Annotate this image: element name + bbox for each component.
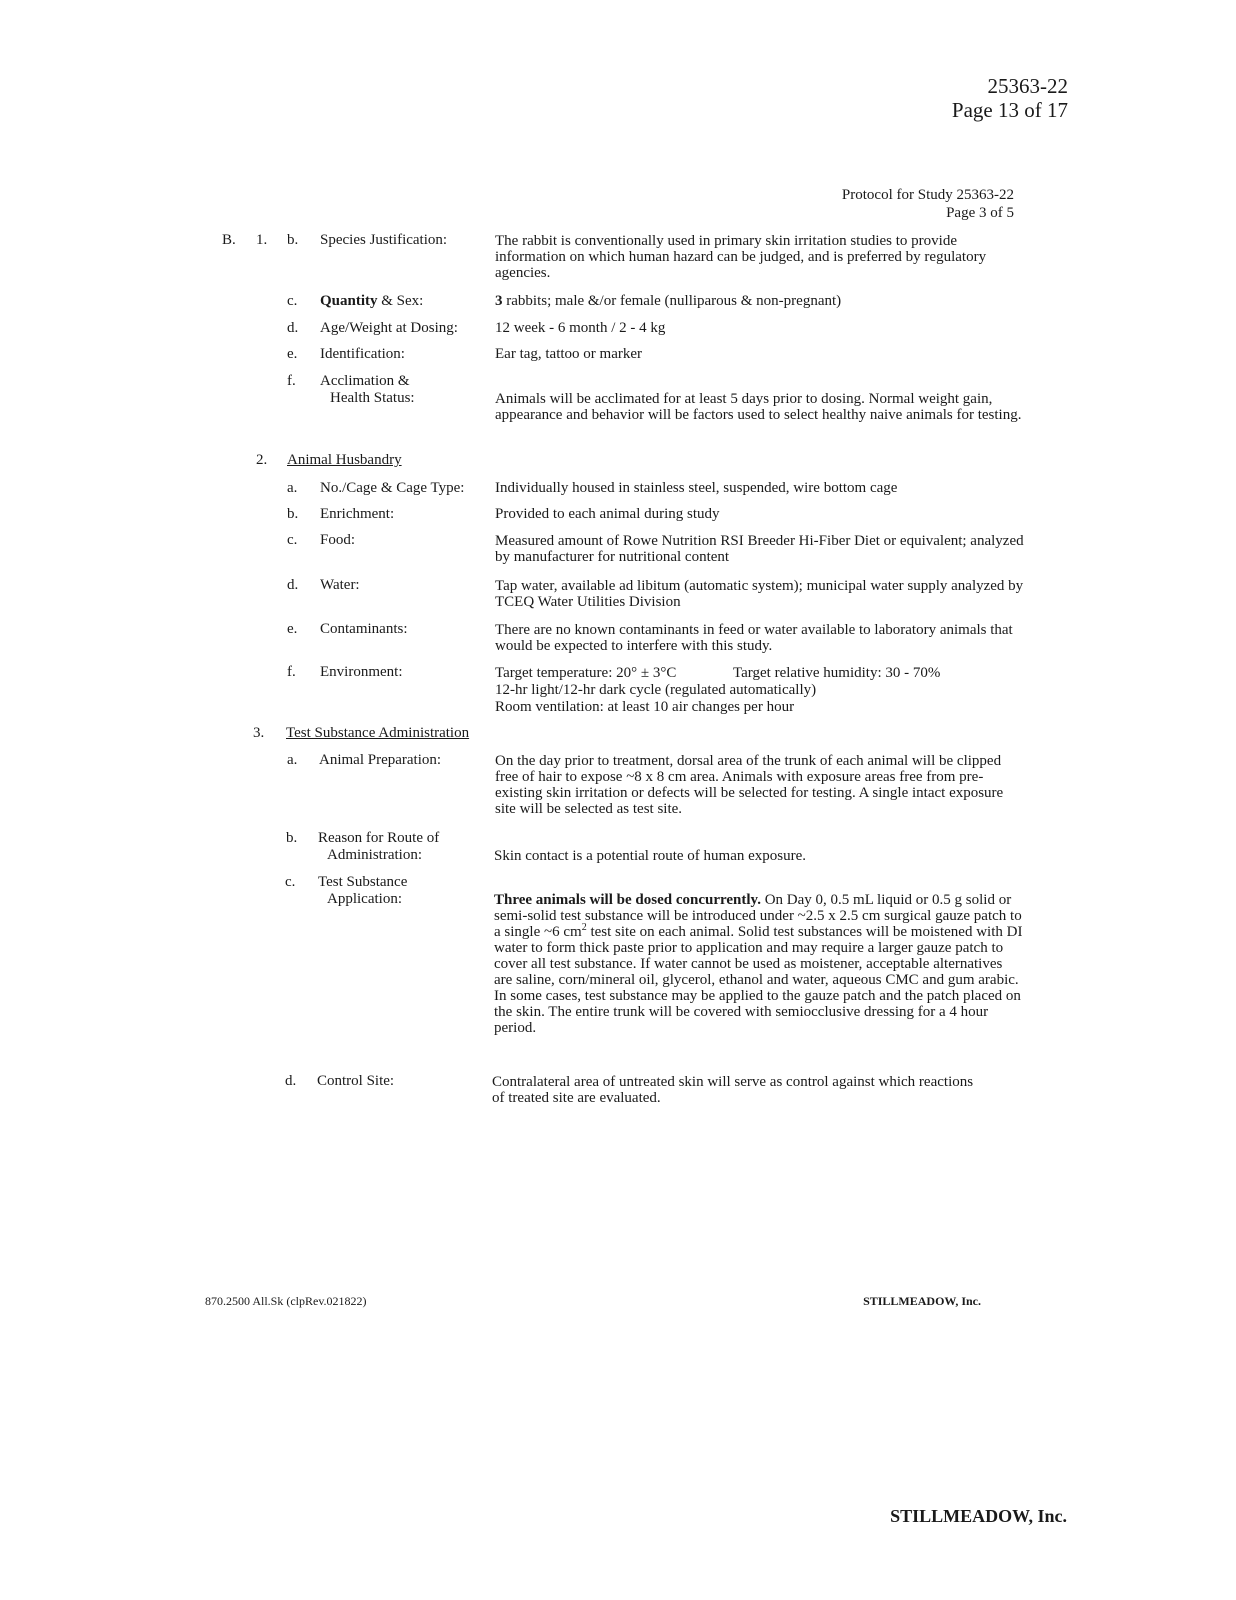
animal-husbandry-heading: Animal Husbandry <box>287 452 402 468</box>
item-letter: d. <box>285 1073 297 1089</box>
quantity-text-rest: rabbits; male &/or female (nulliparous & non-pregnant) <box>502 293 842 309</box>
age-weight-label: Age/Weight at Dosing: <box>320 320 458 336</box>
item-letter: b. <box>287 232 299 248</box>
enrichment-text: Provided to each animal during study <box>495 506 720 522</box>
quantity-label-bold: Quantity <box>320 293 378 309</box>
protocol-page: Page 3 of 5 <box>946 205 1014 221</box>
application-text <box>494 892 1024 1036</box>
section-b-label: B. <box>222 232 236 248</box>
control-site-text: Contralateral area of untreated skin will serve as control against which reactions of treated site are evaluated. <box>492 1074 974 1106</box>
test-substance-administration-heading: Test Substance Administration <box>286 725 470 741</box>
application-label-line2: Application: <box>327 891 402 907</box>
footer-company: STILLMEADOW, Inc. <box>863 1294 981 1308</box>
environment-ventilation: Room ventilation: at least 10 air changes per hour <box>495 699 795 715</box>
acclimation-label-line1: Acclimation & <box>320 373 410 389</box>
control-site-label: Control Site: <box>317 1073 395 1089</box>
protocol-title: Protocol for Study 25363-22 <box>841 187 1014 203</box>
acclimation-text: Animals will be acclimated for at least 5 days prior to dosing. Normal weight gain, appearance and behavior will be factors used to select healthy naive animals for testing. <box>495 391 1022 423</box>
superscript: 2 <box>581 922 587 933</box>
route-label-line1: Reason for Route of <box>318 830 440 846</box>
item-letter: e. <box>287 346 298 362</box>
application-text-part-b: test site on each animal. Solid test substances will be moistened with DI water to form thick paste prior to application and may require a larger gauze patch to cover all test substance. If water cannot be used as moistener, acceptable alternatives are saline, corn/mineral oil, glycerol, ethanol and water, aqueous CMC and gum arabic. In some cases, test substance may be applied to the gauze patch and the patch placed on the skin. The entire trunk will be covered with semiocclusive dressing for a 4 hour period. <box>494 924 1023 1036</box>
item-letter: b. <box>287 506 299 522</box>
quantity-value: 3 <box>495 293 503 309</box>
bottom-company: STILLMEADOW, Inc. <box>890 1506 1067 1526</box>
application-label-line1: Test Substance <box>318 874 408 890</box>
item-letter: a. <box>287 752 298 768</box>
item-letter: b. <box>286 830 298 846</box>
item-letter: e. <box>287 621 298 637</box>
item-letter: c. <box>287 293 298 309</box>
contaminants-label: Contaminants: <box>320 621 408 637</box>
food-label: Food: <box>320 532 356 548</box>
document-number: 25363-22 <box>987 74 1068 98</box>
environment-temperature: Target temperature: 20° ± 3°C <box>495 665 677 681</box>
environment-light-cycle: 12-hr light/12-hr dark cycle (regulated automatically) <box>495 682 817 698</box>
quantity-label-rest: & Sex: <box>377 293 424 309</box>
item-letter: d. <box>287 320 299 336</box>
page-number: Page 13 of 17 <box>951 98 1068 122</box>
cage-type-text: Individually housed in stainless steel, suspended, wire bottom cage <box>495 480 898 496</box>
animal-preparation-label: Animal Preparation: <box>319 752 442 768</box>
application-text-part-a: On Day 0, 0.5 mL liquid or 0.5 g solid or semi-solid test substance will be introduced under ~2.5 x 2.5 cm surgical gauze patch to a single ~6 cm <box>494 892 1022 940</box>
item-letter: c. <box>285 874 296 890</box>
species-justification-text: The rabbit is conventionally used in primary skin irritation studies to provide information on which human hazard can be judged, and is preferred by regulatory agencies. <box>495 233 987 281</box>
section-2-number: 2. <box>256 452 268 468</box>
water-label: Water: <box>320 577 360 593</box>
identification-label: Identification: <box>320 346 405 362</box>
enrichment-label: Enrichment: <box>320 506 395 522</box>
item-letter: a. <box>287 480 298 496</box>
section-3-number: 3. <box>253 725 265 741</box>
item-letter: f. <box>287 664 296 680</box>
quantity-sex-text <box>495 293 841 309</box>
route-label-line2: Administration: <box>327 847 422 863</box>
environment-label: Environment: <box>320 664 403 680</box>
quantity-sex-label <box>320 293 423 309</box>
cage-type-label: No./Cage & Cage Type: <box>320 480 465 496</box>
species-justification-label: Species Justification: <box>320 232 448 248</box>
route-text: Skin contact is a potential route of human exposure. <box>494 848 807 864</box>
acclimation-label-line2: Health Status: <box>330 390 415 406</box>
food-text: Measured amount of Rowe Nutrition RSI Breeder Hi-Fiber Diet or equivalent; analyzed by manufacturer for nutritional content <box>495 533 1024 565</box>
environment-humidity: Target relative humidity: 30 - 70% <box>733 665 941 681</box>
section-1-number: 1. <box>256 232 268 248</box>
age-weight-text: 12 week - 6 month / 2 - 4 kg <box>495 320 666 336</box>
contaminants-text: There are no known contaminants in feed or water available to laboratory animals that would be expected to interfere with this study. <box>495 622 1013 654</box>
animal-preparation-text: On the day prior to treatment, dorsal area of the trunk of each animal will be clipped free of hair to expose ~8 x 8 cm area. Animals with exposure areas free from pre-existing skin irritation or defects will be selected for testing. A single intact exposure site will be selected as test site. <box>495 753 1004 817</box>
item-letter: c. <box>287 532 298 548</box>
identification-text: Ear tag, tattoo or marker <box>495 346 643 362</box>
item-letter: d. <box>287 577 299 593</box>
water-text: Tap water, available ad libitum (automatic system); municipal water supply analyzed by TCEQ Water Utilities Division <box>495 578 1024 610</box>
footer-document-code: 870.2500 All.Sk (clpRev.021822) <box>205 1294 367 1308</box>
item-letter: f. <box>287 373 296 389</box>
application-text-bold: Three animals will be dosed concurrently. <box>494 892 761 908</box>
